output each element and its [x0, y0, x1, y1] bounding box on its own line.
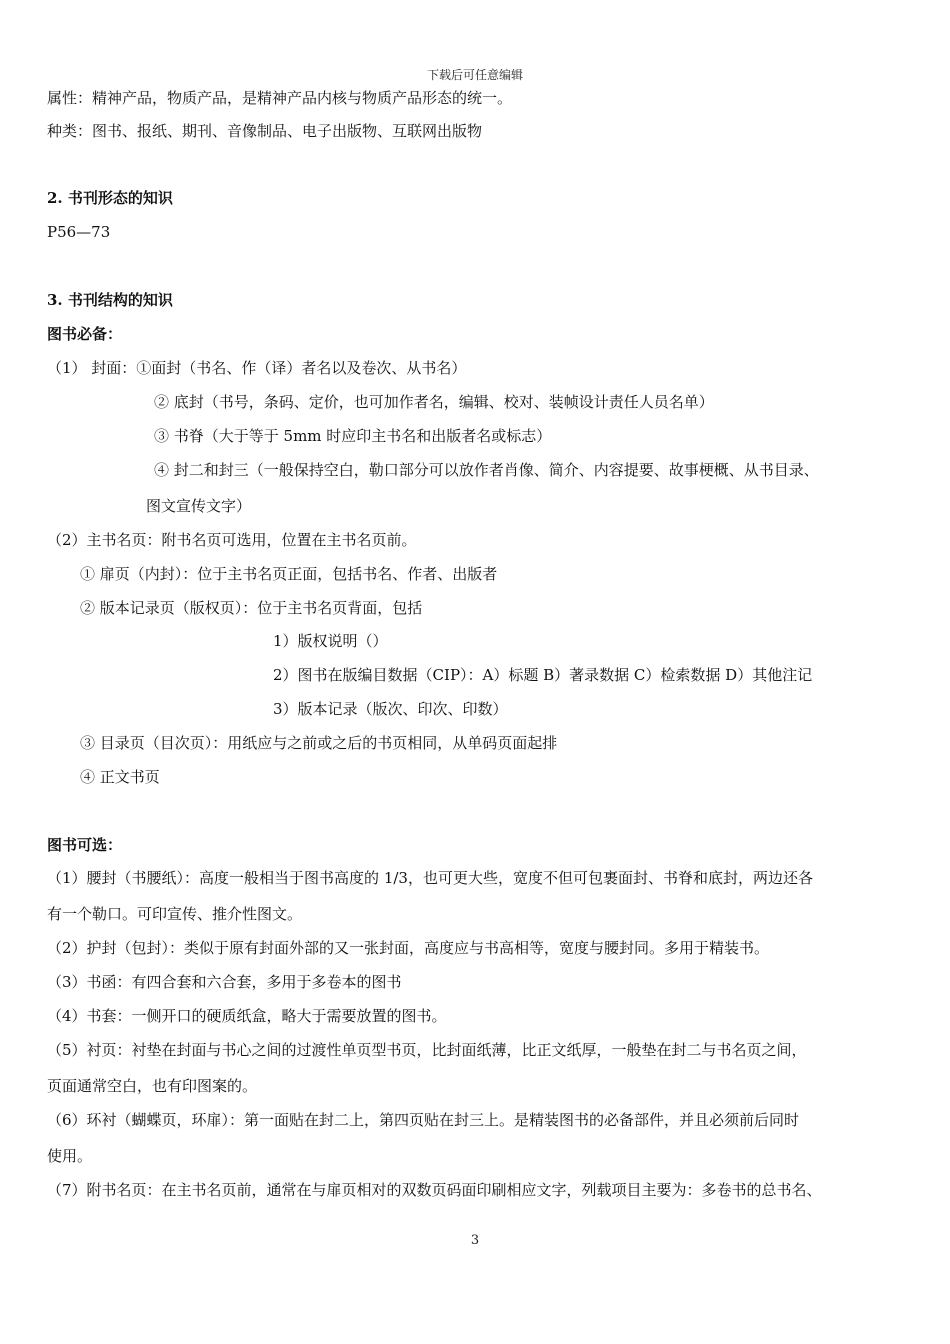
list-item-flyleaf: （5）衬页：衬垫在封面与书心之间的过渡性单页型书页，比封面纸薄，比正文纸厚，一般垫在封二与书名页之间，: [47, 1041, 807, 1059]
list-item-endpapers-cont: 使用。: [47, 1147, 93, 1165]
list-item-half-title: ① 扉页（内封）：位于主书名页正面，包括书名、作者、出版者: [80, 565, 498, 583]
list-item-inner-covers: ④ 封二和封三（一般保持空白，勒口部分可以放作者肖像、简介、内容提要、故事梗概、从书目录、: [154, 461, 819, 479]
list-item-endpapers: （6）环衬（蝴蝶页，环扉）：第一面贴在封二上，第四页贴在封三上。是精装图书的必备部件，并且必须前后同时: [47, 1111, 800, 1129]
list-item-copyright-note: 1）版权说明（）: [273, 632, 388, 650]
list-item-dust-jacket: （2）护封（包封）：类似于原有封面外部的又一张封面，高度应与书高相等，宽度与腰封同。多用于精装书。: [47, 939, 770, 957]
list-item-spine: ③ 书脊（大于等于 5mm 时应印主书名和出版者名或标志）: [154, 427, 552, 445]
list-item-body-pages: ④ 正文书页: [80, 768, 160, 786]
list-item-edition-record: 3）版本记录（版次、印次、印数）: [273, 700, 508, 718]
subheading-optional: 图书可选：: [47, 836, 123, 854]
paragraph-attributes: 属性：精神产品，物质产品，是精神产品内核与物质产品形态的统一。: [47, 89, 513, 107]
list-item-cover: （1） 封面：①面封（书名、作（译）者名以及卷次、从书名）: [47, 359, 467, 377]
list-item-flyleaf-cont: 页面通常空白，也有印图案的。: [47, 1077, 258, 1095]
list-item-slipcase: （4）书套：一侧开口的硬质纸盒，略大于需要放置的图书。: [47, 1007, 447, 1025]
list-item-inner-covers-cont: 图文宣传文字）: [146, 497, 252, 515]
page-reference: P56—73: [47, 223, 111, 241]
section-heading-3: 3. 书刊结构的知识: [47, 291, 173, 309]
page-number: 3: [470, 1233, 480, 1248]
list-item-book-case: （3）书函：有四合套和六合套，多用于多卷本的图书: [47, 973, 402, 991]
list-item-attached-title-page: （7）附书名页：在主书名页前，通常在与扉页相对的双数页码面印刷相应文字，列载项目主要为：多卷书的总书名、: [47, 1181, 822, 1199]
page-header: 下载后可任意编辑: [426, 68, 523, 82]
list-item-belly-band: （1）腰封（书腰纸）：高度一般相当于图书高度的 1/3，也可更大些，宽度不但可包裹面封、书脊和底封，两边还各: [47, 869, 813, 887]
subheading-required: 图书必备：: [47, 325, 123, 343]
list-item-contents-page: ③ 目录页（目次页）：用纸应与之前或之后的书页相同，从单码页面起排: [80, 734, 558, 752]
section-heading-2: 2. 书刊形态的知识: [47, 189, 173, 207]
paragraph-types: 种类：图书、报纸、期刊、音像制品、电子出版物、互联网出版物: [47, 122, 483, 140]
list-item-copyright-page: ② 版本记录页（版权页）：位于主书名页背面，包括: [80, 599, 423, 617]
list-item-belly-band-cont: 有一个勒口。可印宣传、推介性图文。: [47, 905, 303, 923]
list-item-cip: 2）图书在版编目数据（CIP）：A）标题 B）著录数据 C）检索数据 D）其他注记: [273, 666, 813, 684]
list-item-title-page: （2）主书名页：附书名页可选用，位置在主书名页前。: [47, 531, 417, 549]
list-item-back-cover: ② 底封（书号，条码、定价，也可加作者名，编辑、校对、装帧设计责任人员名单）: [154, 393, 714, 411]
